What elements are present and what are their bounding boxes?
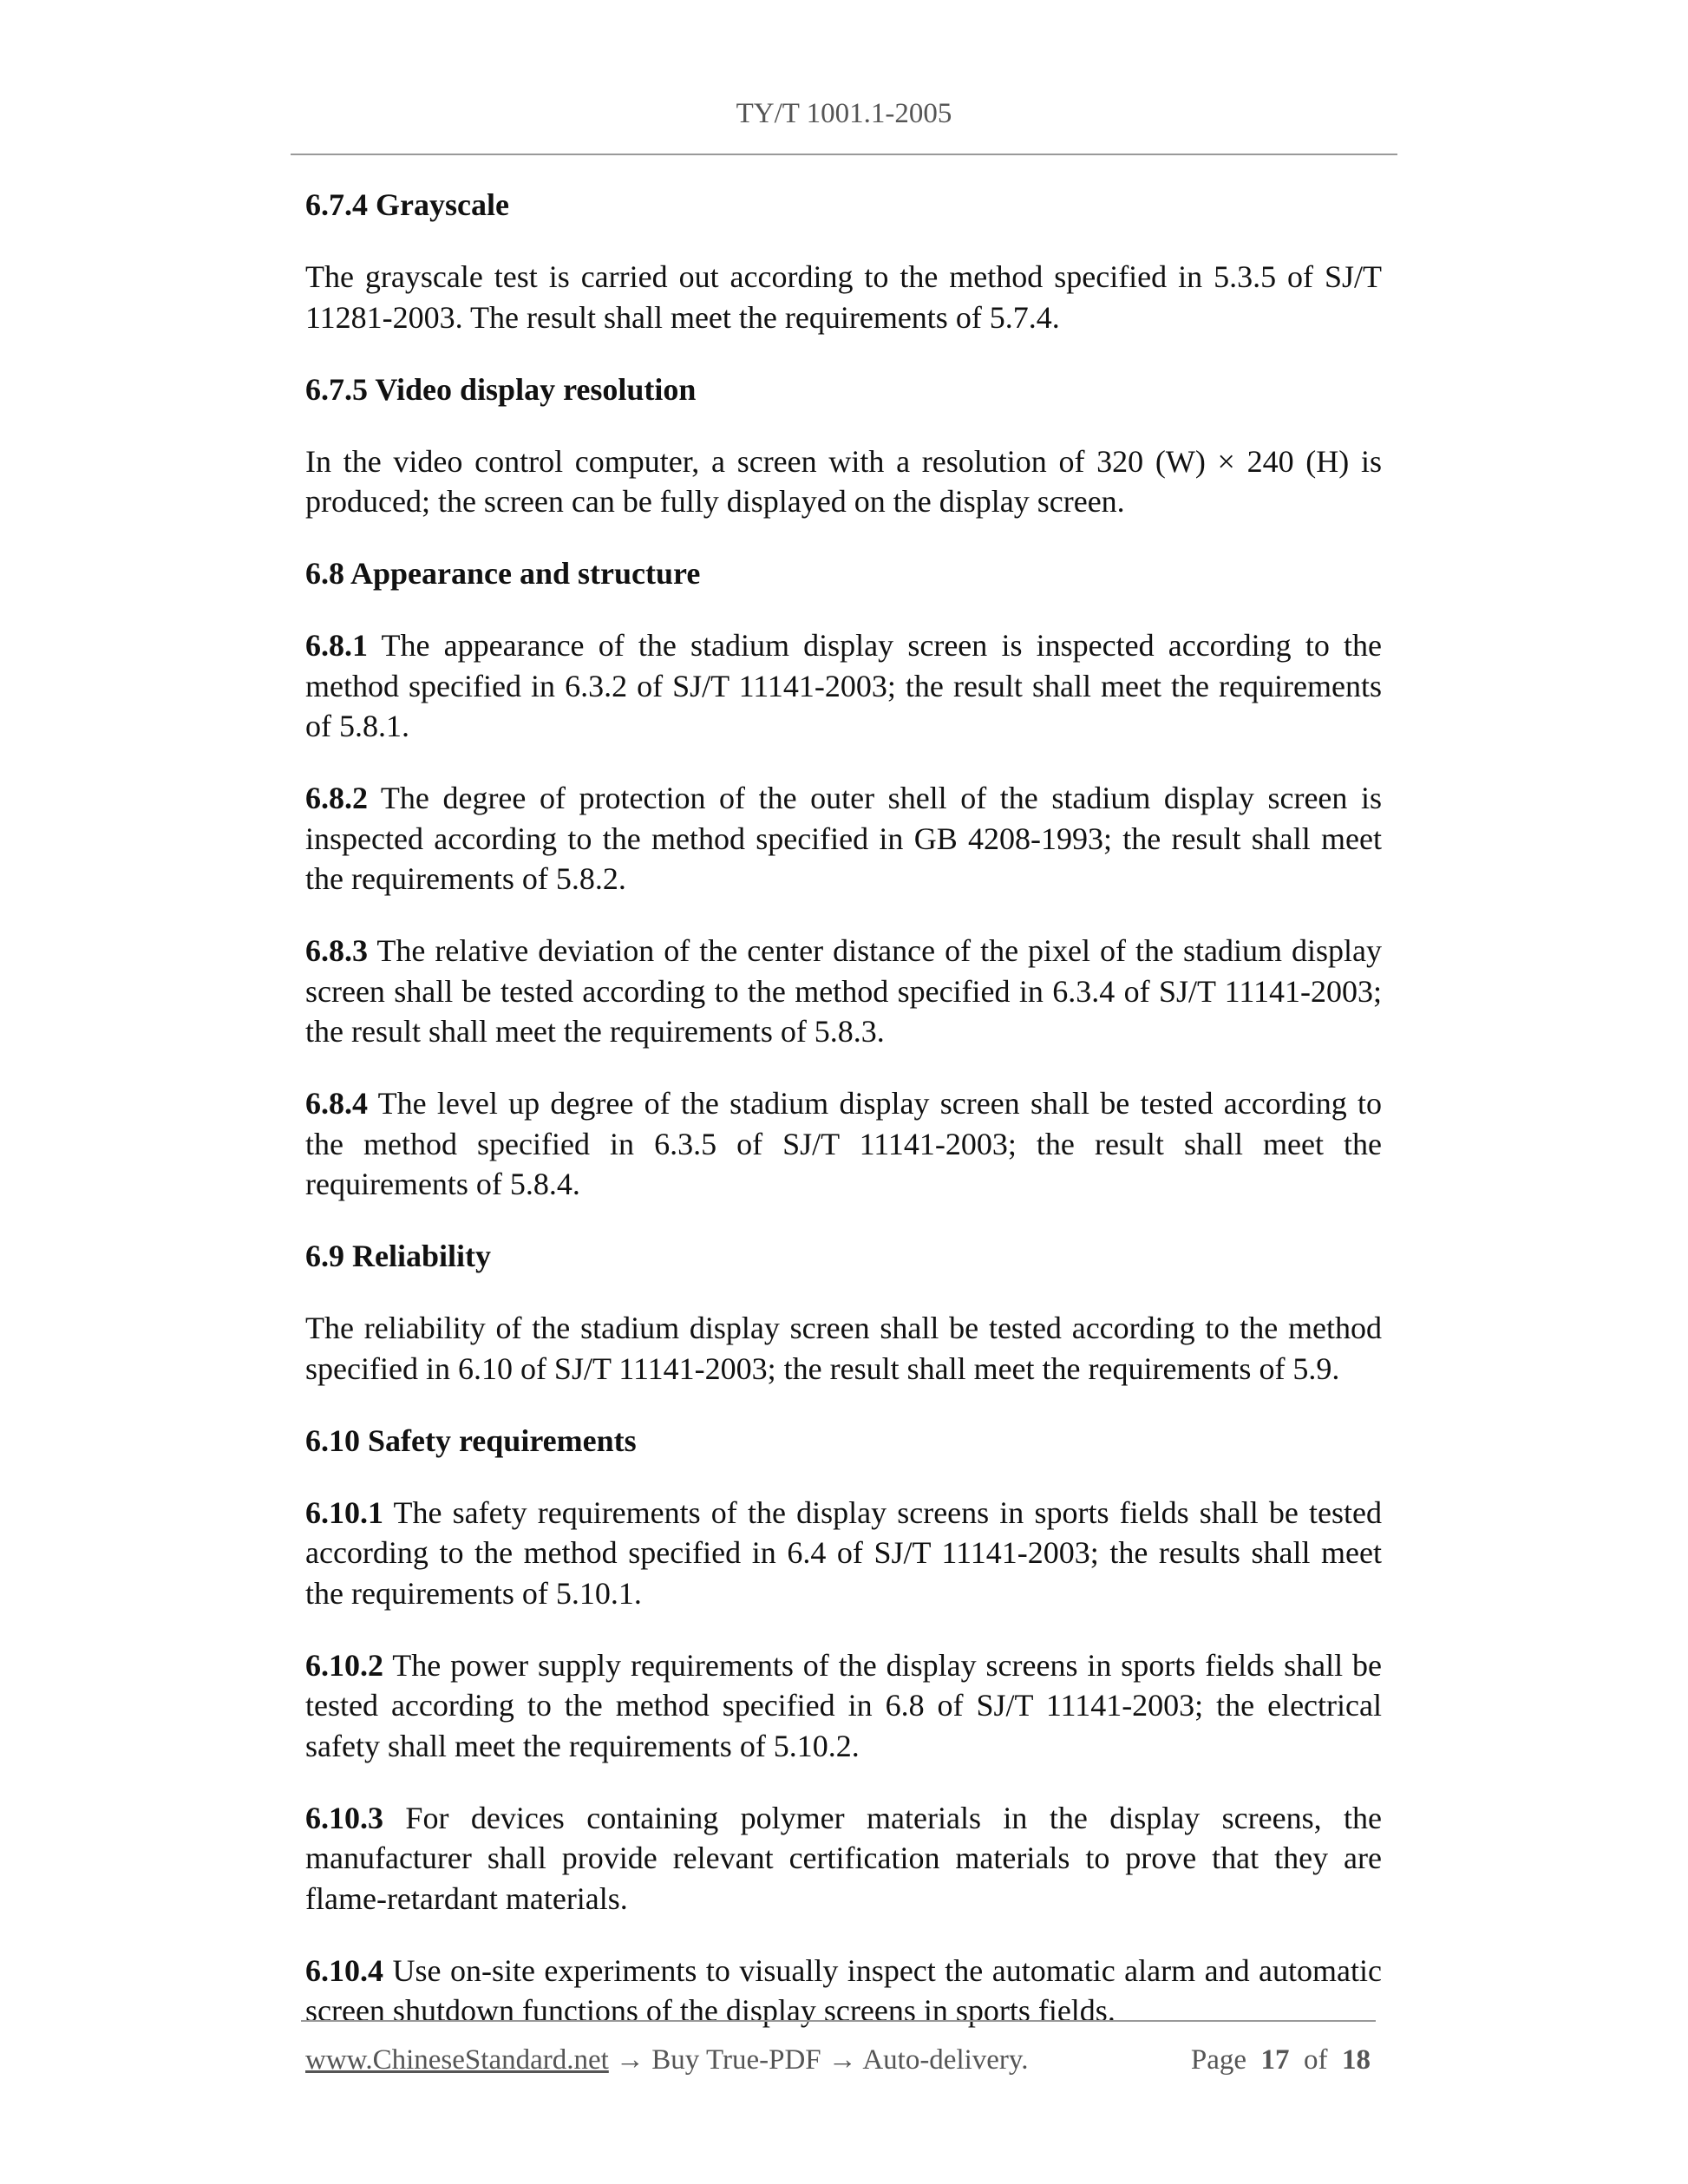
paragraph-video-resolution <box>305 441 1382 522</box>
clause-6-8-3 <box>305 931 1382 1052</box>
paragraph-text: The grayscale test is carried out according to the method specified in 5.3.5 of SJ/T 11281-2003. The result shall meet the requirements of 5.7.4. <box>305 259 1382 335</box>
paragraph-text: The safety requirements of the display screens in sports fields shall be tested according to the method specified in 6.4 of SJ/T 11141-2003; the results shall meet the requirements of 5.10.1. <box>305 1494 1382 1611</box>
arrow-right-icon: → <box>828 2044 857 2076</box>
buy-true-pdf-text: Buy True-PDF <box>651 2044 821 2076</box>
clause-6-10-3 <box>305 1798 1382 1919</box>
clause-6-10-4 <box>305 1951 1382 2031</box>
paragraph-text: Use on-site experiments to visually inspect the automatic alarm and automatic screen shutdown functions of the display screens in sports fields. <box>305 1952 1382 2028</box>
clause-6-8-4 <box>305 1083 1382 1205</box>
paragraph-text: The reliability of the stadium display screen shall be tested according to the method specified in 6.10 of SJ/T 11141-2003; the result shall meet the requirements of 5.9. <box>305 1311 1382 1386</box>
paragraph-text: The relative deviation of the center distance of the pixel of the stadium display screen shall be tested according to the method specified in 6.3.4 of SJ/T 11141-2003; the result shall meet the requirements of 5.8.3. <box>305 933 1382 1049</box>
header-divider <box>291 154 1397 155</box>
chinesestandard-link[interactable]: www.ChineseStandard.net <box>305 2044 609 2076</box>
clause-number: 6.8.1 <box>305 628 368 663</box>
document-code-header: TY/T 1001.1-2005 <box>736 98 952 129</box>
clause-number: 6.10.1 <box>305 1494 383 1530</box>
clause-number: 6.8.4 <box>305 1086 368 1121</box>
section-heading-6-7-5: 6.7.5 Video display resolution <box>305 371 697 407</box>
clause-6-8-1 <box>305 625 1382 747</box>
footer-promo <box>305 2040 1029 2080</box>
paragraph-text: The degree of protection of the outer shell of the stadium display screen is inspected according to the method specified in GB 4208-1993; the result shall meet the requirements of 5.8.2. <box>305 781 1382 896</box>
clause-6-10-2 <box>305 1645 1382 1767</box>
section-heading-6-10: 6.10 Safety requirements <box>305 1422 637 1458</box>
section-heading-6-9: 6.9 Reliability <box>305 1239 491 1273</box>
clause-6-8-2 <box>305 778 1382 899</box>
paragraph-grayscale <box>305 257 1382 337</box>
footer-divider <box>301 2020 1376 2022</box>
current-page-number: 17 <box>1260 2044 1290 2076</box>
clause-number: 6.10.4 <box>305 1952 383 1988</box>
arrow-right-icon: → <box>616 2044 645 2076</box>
clause-number: 6.10.2 <box>305 1647 383 1683</box>
paragraph-text: The level up degree of the stadium display screen shall be tested according to the method specified in 6.3.5 of SJ/T 11141-2003; the result shall meet the requirements of 5.8.4. <box>305 1086 1382 1201</box>
of-label: of <box>1304 2044 1328 2076</box>
clause-number: 6.10.3 <box>305 1800 383 1835</box>
total-pages-number: 18 <box>1342 2044 1371 2076</box>
paragraph-text: In the video control computer, a screen with a resolution of 320 (W) × 240 (H) is produced; the screen can be fully displayed on the display screen. <box>305 443 1382 519</box>
paragraph-text: For devices containing polymer materials in the display screens, the manufacturer shall provide relevant certification materials to prove that they are flame-retardant materials. <box>305 1800 1382 1916</box>
paragraph-text: The appearance of the stadium display screen is inspected according to the method specified in 6.3.2 of SJ/T 11141-2003; the result shall meet the requirements of 5.8.1. <box>305 628 1382 743</box>
paragraph-text: The power supply requirements of the display screens in sports fields shall be tested according to the method specified in 6.8 of SJ/T 11141-2003; the electrical safety shall meet the requirements of 5.10.2. <box>305 1647 1382 1763</box>
section-heading-6-7-4: 6.7.4 Grayscale <box>305 187 509 222</box>
page-label: Page <box>1190 2044 1246 2076</box>
auto-delivery-text: Auto-delivery. <box>862 2044 1029 2076</box>
page-indicator <box>1191 2040 1371 2080</box>
clause-number: 6.8.2 <box>305 781 368 815</box>
paragraph-reliability <box>305 1308 1382 1389</box>
clause-6-10-1 <box>305 1493 1382 1614</box>
section-heading-6-8: 6.8 Appearance and structure <box>305 556 701 591</box>
clause-number: 6.8.3 <box>305 933 368 968</box>
document-body <box>305 185 1382 2063</box>
